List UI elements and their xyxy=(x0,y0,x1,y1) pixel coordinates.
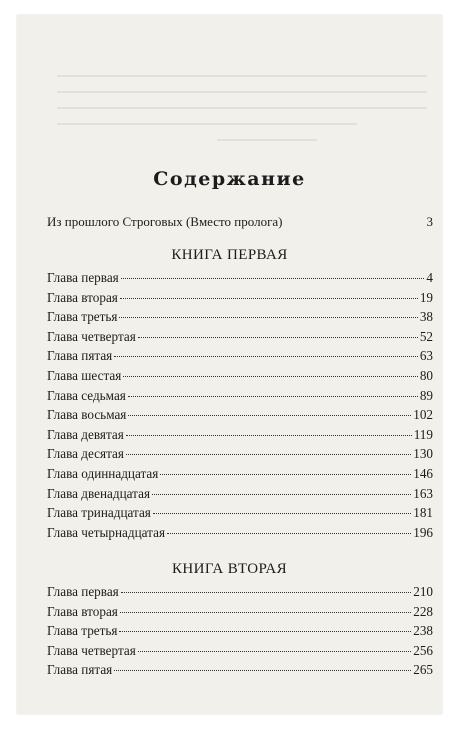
chapter-page-number: 130 xyxy=(413,446,433,462)
bleed-through-line xyxy=(57,107,427,109)
chapter-label: Глава четвертая xyxy=(47,642,136,658)
dot-leader xyxy=(114,356,418,357)
chapter-label: Глава вторая xyxy=(47,289,118,305)
chapter-page-number: 63 xyxy=(419,348,433,364)
book-two-title: КНИГА ВТОРАЯ xyxy=(172,561,287,577)
prologue-label: Из прошлого Строговых (Вместо пролога) xyxy=(47,214,283,229)
chapter-page-number: 163 xyxy=(413,485,433,501)
toc-entry[interactable] xyxy=(47,623,433,643)
dot-leader xyxy=(138,651,411,652)
chapter-label: Глава первая xyxy=(47,584,119,599)
prologue-page-number: 3 xyxy=(426,214,433,229)
chapter-label: Глава одиннадцатая xyxy=(47,465,159,481)
chapter-page-number: 228 xyxy=(413,603,433,619)
chapter-page-number: 238 xyxy=(413,623,433,639)
chapter-label: Глава пятая xyxy=(47,348,113,364)
chapter-page-number: 196 xyxy=(413,524,433,540)
toc-entry[interactable] xyxy=(47,309,433,329)
dot-leader xyxy=(119,317,417,318)
toc-entry[interactable] xyxy=(47,662,433,682)
dot-leader xyxy=(121,278,425,279)
chapter-page-number: 38 xyxy=(419,309,433,325)
chapter-page-number: 265 xyxy=(413,662,433,678)
chapter-label: Глава четвертая xyxy=(47,328,136,344)
toc-entry[interactable] xyxy=(47,270,433,290)
chapter-page-number: 146 xyxy=(413,465,433,481)
toc-entry[interactable] xyxy=(47,427,433,447)
chapter-label: Глава первая xyxy=(47,270,119,285)
bleed-through-line xyxy=(57,75,427,77)
chapter-label: Глава десятая xyxy=(47,446,124,462)
chapter-label: Глава шестая xyxy=(47,367,122,383)
chapter-label: Глава тринадцатая xyxy=(47,505,151,521)
chapter-label: Глава пятая xyxy=(47,662,113,678)
toc-entry[interactable] xyxy=(47,466,433,486)
dot-leader xyxy=(123,376,418,377)
dot-leader xyxy=(167,533,411,534)
dot-leader xyxy=(160,474,411,475)
dot-leader xyxy=(120,298,418,299)
chapter-label: Глава седьмая xyxy=(47,387,126,403)
book-one-chapter-list xyxy=(47,270,433,544)
toc-entry[interactable] xyxy=(47,446,433,466)
chapter-label: Глава двенадцатая xyxy=(47,485,151,501)
chapter-page-number: 52 xyxy=(419,328,433,344)
chapter-page-number: 119 xyxy=(413,426,433,442)
dot-leader xyxy=(120,612,411,613)
bleed-through-line xyxy=(217,139,317,141)
chapter-page-number: 210 xyxy=(413,584,433,599)
chapter-page-number: 19 xyxy=(419,289,433,305)
chapter-label: Глава третья xyxy=(47,309,118,325)
dot-leader xyxy=(153,513,411,514)
bleed-through-line xyxy=(57,91,427,93)
toc-entry[interactable] xyxy=(47,348,433,368)
chapter-label: Глава четырнадцатая xyxy=(47,524,166,540)
chapter-label: Глава вторая xyxy=(47,603,118,619)
toc-entry[interactable] xyxy=(47,368,433,388)
dot-leader xyxy=(138,337,418,338)
chapter-page-number: 102 xyxy=(413,407,433,423)
toc-entry[interactable] xyxy=(47,329,433,349)
chapter-label: Глава третья xyxy=(47,623,118,639)
dot-leader xyxy=(152,494,411,495)
dot-leader xyxy=(119,631,411,632)
contents-heading: Содержание xyxy=(153,168,306,190)
dot-leader xyxy=(121,592,411,593)
toc-entry[interactable] xyxy=(47,505,433,525)
toc-entry[interactable] xyxy=(47,407,433,427)
dot-leader xyxy=(128,396,418,397)
dot-leader xyxy=(114,670,411,671)
chapter-label: Глава девятая xyxy=(47,426,124,442)
prologue-entry[interactable] xyxy=(47,214,433,230)
bleed-through-line xyxy=(57,123,357,125)
book-page xyxy=(17,15,442,714)
chapter-page-number: 256 xyxy=(413,642,433,658)
toc-entry[interactable] xyxy=(47,525,433,545)
dot-leader xyxy=(126,435,412,436)
dot-leader xyxy=(126,454,411,455)
dot-leader xyxy=(128,415,411,416)
chapter-page-number: 89 xyxy=(419,387,433,403)
toc-entry[interactable] xyxy=(47,643,433,663)
chapter-page-number: 4 xyxy=(426,270,433,285)
toc-entry[interactable] xyxy=(47,584,433,604)
toc-entry[interactable] xyxy=(47,486,433,506)
book-one-title: КНИГА ПЕРВАЯ xyxy=(171,247,288,263)
toc-entry[interactable] xyxy=(47,290,433,310)
chapter-page-number: 181 xyxy=(413,505,433,521)
toc-entry[interactable] xyxy=(47,604,433,624)
chapter-label: Глава восьмая xyxy=(47,407,127,423)
book-two-chapter-list xyxy=(47,584,433,682)
toc-entry[interactable] xyxy=(47,388,433,408)
chapter-page-number: 80 xyxy=(419,367,433,383)
